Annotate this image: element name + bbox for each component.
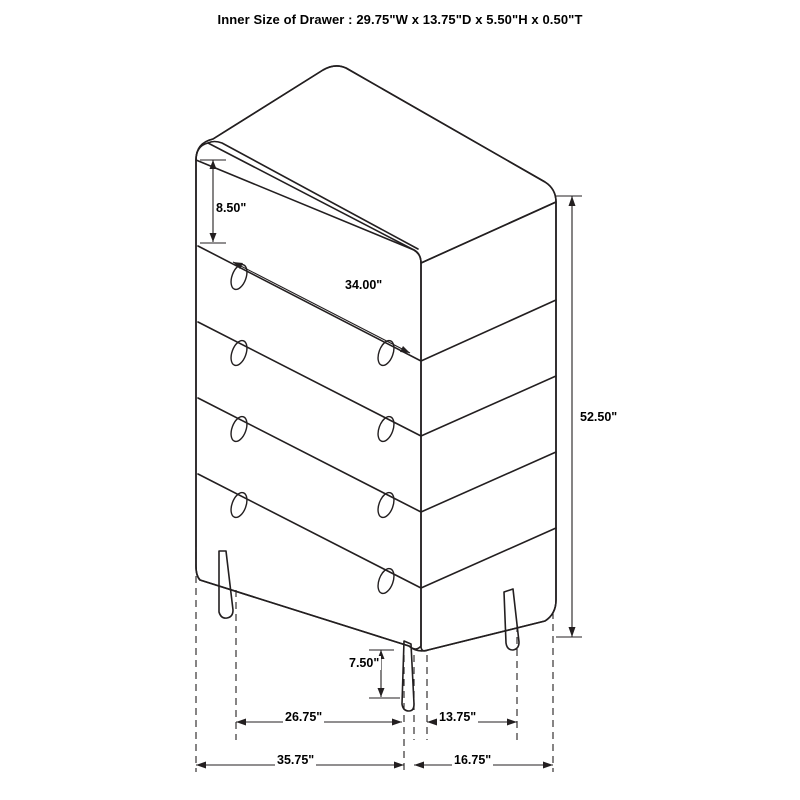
drawer-divider-3-side (421, 452, 556, 512)
leg-front-right (402, 641, 414, 711)
dim-label-overall-width-front: 35.75" (277, 753, 315, 767)
cabinet-silhouette (196, 66, 556, 651)
dim-label-overall-depth-side: 16.75" (454, 753, 492, 767)
drawer-divider-2-side (421, 376, 556, 436)
drawer-divider-3 (198, 398, 421, 512)
arrowhead-8-50-top (210, 160, 217, 169)
arrowhead-8-50-bottom (210, 233, 217, 242)
page-title: Inner Size of Drawer : 29.75"W x 13.75"D x 5.50"H x 0.50"T (217, 12, 583, 27)
drawer-divider-4-side (421, 528, 556, 588)
arrowhead-13-75-left (427, 719, 437, 726)
arrowhead-7-50-bottom (378, 688, 385, 697)
arrowhead-13-75-right (507, 719, 517, 726)
dim-label-top-panel-height: 8.50" (216, 201, 247, 215)
arrowhead-35-75-right (394, 762, 404, 769)
arrowhead-52-50-top (569, 196, 576, 206)
arrowhead-52-50-bottom (569, 627, 576, 637)
dim-label-front-depth-left: 26.75" (285, 710, 323, 724)
cabinet-top-front-edge (208, 142, 418, 250)
chest-outline (196, 66, 556, 711)
drawer-divider-4 (198, 474, 421, 588)
arrowhead-16-75-left (414, 762, 424, 769)
arrowhead-26-75-left (236, 719, 246, 726)
dim-label-side-depth-right: 13.75" (439, 710, 477, 724)
dim-label-drawer-front-width: 34.00" (345, 278, 383, 292)
leg-front-left (219, 551, 233, 618)
arrowhead-34-00-right (400, 346, 410, 353)
drawer-divider-1 (198, 246, 421, 361)
drawer-pulls (228, 262, 397, 595)
arrowhead-26-75-right (392, 719, 402, 726)
cabinet-front-face (196, 143, 421, 649)
drawer-divider-2 (198, 322, 421, 436)
drawer-divider-1-side (421, 300, 556, 361)
dim-line-34-00 (233, 262, 410, 353)
arrowhead-16-75-right (543, 762, 553, 769)
dim-label-overall-height: 52.50" (580, 410, 618, 424)
dim-label-leg-height: 7.50" (349, 656, 380, 670)
arrowhead-35-75-left (196, 762, 206, 769)
